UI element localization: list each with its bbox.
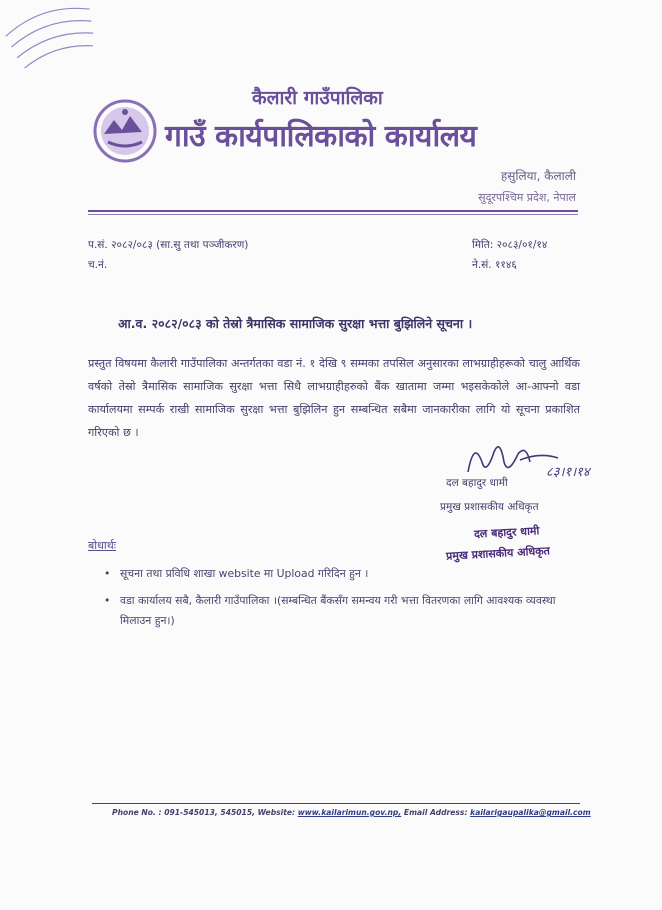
- email-link[interactable]: kailarigaupalika@gmail.com: [470, 808, 591, 817]
- dispatch-number: च.नं.: [88, 259, 108, 271]
- phone-label: Phone No. :: [112, 808, 162, 817]
- stamp-signer-name: दल बहादुर धामी: [473, 524, 540, 541]
- stamp-signer-title: प्रमुख प्रशासकीय अधिकृत: [445, 544, 551, 563]
- address-line-1: हसुलिया, कैलाली: [500, 169, 576, 183]
- office-name: गाउँ कार्यपालिकाको कार्यालय: [165, 119, 477, 154]
- cc-list: [98, 564, 580, 638]
- handwritten-signature-icon: [460, 432, 610, 482]
- address-line-2: सुदूरपश्चिम प्रदेश, नेपाल: [478, 191, 576, 204]
- cc-item-text: सूचना तथा प्रविधि शाखा website मा Upload गरिदिन हुन ।: [120, 567, 369, 580]
- website-link[interactable]: www.kailarimun.gov.np,: [297, 808, 402, 817]
- cc-list-item: [98, 591, 580, 631]
- bullet-icon: •: [104, 567, 111, 580]
- header-rule: [88, 210, 578, 212]
- cc-list-item: [98, 564, 580, 584]
- bullet-icon: •: [104, 594, 111, 607]
- nepal-sambat-number: ने.सं. ११४६: [472, 259, 517, 271]
- signer-title: प्रमुख प्रशासकीय अधिकृत: [440, 501, 539, 513]
- reference-number: प.सं. २०८२/०८३ (सा.सु तथा पञ्जीकरण): [88, 239, 249, 251]
- signer-name: दल बहादुर धामी: [446, 477, 508, 489]
- signature-date: ८३।१।१४: [546, 465, 590, 480]
- office-stamp-icon: [0, 0, 104, 72]
- header-rule-thin: [88, 214, 578, 215]
- letter-date: मिति: २०८३/०१/१४: [472, 239, 548, 251]
- government-emblem-icon: [92, 98, 158, 164]
- cc-heading: बोधार्थः: [88, 539, 116, 552]
- subject-line: आ.व. २०८२/०८३ को तेस्रो त्रैमासिक सामाजिक सुरक्षा भत्ता बुझिलिने सूचना ।: [118, 316, 473, 331]
- cc-item-text: वडा कार्यालय सबै, कैलारी गाउँपालिका ।(सम्बन्धित बैंकसँग समन्वय गरी भत्ता वितरणका लागि आवश्यक व्यवस्था मिलाउन हुन।): [120, 594, 556, 627]
- phone-number: 091-545013, 545015,: [164, 808, 256, 817]
- notice-body: प्रस्तुत विषयमा कैलारी गाउँपालिका अन्तर्गतका वडा नं. १ देखि ९ सम्मका तपसिल अनुसारका लाभग्राहीहरूको चालु आर्थिक वर्षको तेस्रो त्रैमासिक सामाजिक सुरक्षा भत्ता सिधै लाभग्राहीहरुको बैंक खातामा जम्मा भइसकेकोले आ-आफ्नो वडा कार्यालयमा सम्पर्क राखी सामाजिक सुरक्षा भत्ता बुझिलिन हुन सम्बन्धित सबैमा जानकारीका लागि यो सूचना प्रकाशित गरिएको छ ।: [88, 357, 580, 439]
- footer-rule: [92, 803, 580, 804]
- website-label: Website:: [257, 808, 296, 817]
- footer-contact: [112, 808, 591, 817]
- email-label: Email Address:: [403, 808, 468, 817]
- org-name: कैलारी गाउँपालिका: [252, 87, 383, 109]
